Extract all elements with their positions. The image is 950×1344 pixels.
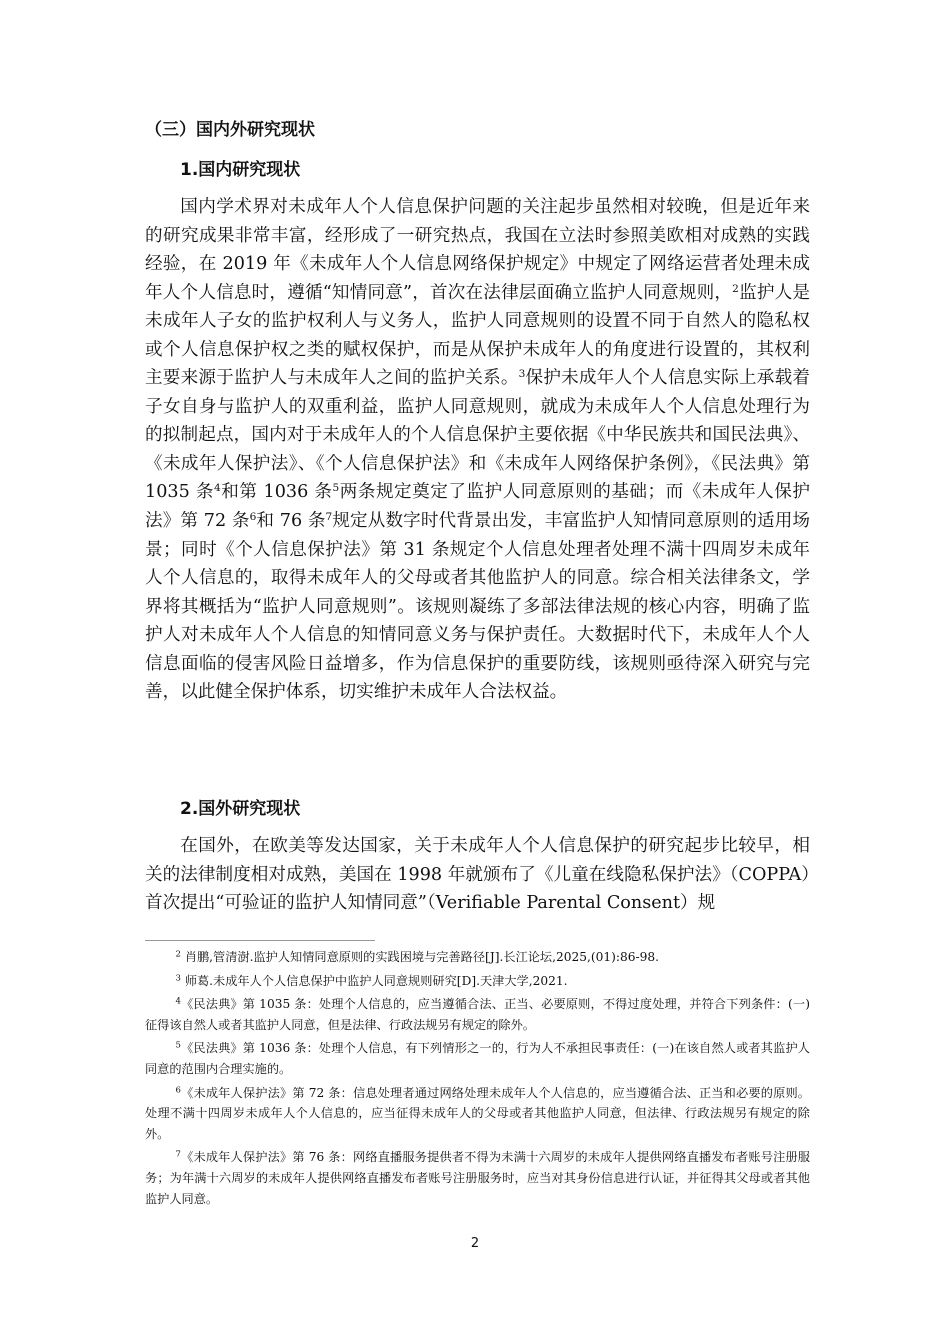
foreign-research-body <box>145 832 810 918</box>
section-heading: （三）国内外研究现状 <box>145 120 315 140</box>
footnote: $^2$ 肖鹏,管清澍.监护人知情同意原则的实践困境与完善路径[J].长江论坛,2025,(01):86-98. <box>175 949 659 964</box>
subheading-domestic: 1.国内研究现状 <box>180 160 301 180</box>
footnote-ref: 6 <box>249 511 257 524</box>
footnote: $^5$《民法典》第 1036 条：处理个人信息，有下列情形之一的，行为人不承担民事责任：(一)在该自然人或者其监护人同意的范围内合理实施的。 <box>145 1040 810 1076</box>
footnote: $^6$《未成年人保护法》第 72 条：信息处理者通过网络处理未成年人个人信息的，应当遵循合法、正当和必要的原则。处理不满十四周岁未成年人个人信息的，应当征得未成年人的父母或者其他监护人同意，但法律、行政法规另有规定的除外。 <box>145 1084 810 1141</box>
paragraph-domestic: 国内学术界对未成年人个人信息保护问题的关注起步虽然相对较晚，但是近年来的研究成果非常丰富，经形成了一研究热点，我国在立法时参照美欧相对成熟的实践经验，在 2019 年《未成年人个人信息网络保护规定》中规定了网络运营者处理未成年人个人信息时，遵循“知情同意”，首次在法律层面确立监护人同意规则，$^2$监护人是未成年人子女的监护权利人与义务人，监护人同意规则的设置不同于自然人的隐私权或个人信息保护权之类的赋权保护，而是从保护未成年人的角度进行设置的，其权利主要来源于监护人与未成年人之间的监护关系。$^3$保护未成年人个人信息实际上承载着子女自身与监护人的双重利益，监护人同意规则，就成为未成年人个人信息处理行为的拟制起点，国内对于未成年人的个人信息保护主要依据《中华民族共和国民法典》、《未成年人保护法》、《个人信息保护法》和《未成年人网络保护条例》，《民法典》第 1035 条$^4$和第 1036 条$^5$两条规定奠定了监护人同意原则的基础；而《未成年人保护法》第 72 条$^6$和 76 条$^7$规定从数字时代背景出发，丰富监护人知情同意原则的适用场景；同时《个人信息保护法》第 31 条规定个人信息处理者处理不满十四周岁未成年人个人信息的，取得未成年人的父母或者其他监护人的同意。综合相关法律条文，学界将其概括为“监护人同意规则”。该规则凝练了多部法律法规的核心内容，明确了监护人对未成年人个人信息的知情同意义务与保护责任。大数据时代下，未成年人个人信息面临的侵害风险日益增多，作为信息保护的重要防线，该规则亟待深入研究与完善，以此健全保护体系，切实维护未成年人合法权益。 <box>145 197 810 703</box>
footnote-ref: 3 <box>518 368 526 381</box>
footnote-separator <box>145 940 375 941</box>
footnote-ref: 7 <box>325 511 333 524</box>
footnote: $^3$ 师葛.未成年人个人信息保护中监护人同意规则研究[D].天津大学,2021. <box>175 972 568 988</box>
footnote: $^4$《民法典》第 1035 条：处理个人信息的，应当遵循合法、正当、必要原则，不得过度处理，并符合下列条件：(一)征得该自然人或者其监护人同意，但是法律、行政法规另有规定的除外。 <box>145 996 810 1032</box>
subheading-foreign: 2.国外研究现状 <box>180 799 301 819</box>
page-number: 2 <box>470 1236 480 1251</box>
footnote-ref: 4 <box>213 482 221 495</box>
footnote-ref: 2 <box>732 282 739 295</box>
footnote-ref: 5 <box>332 482 340 495</box>
domestic-research-body <box>145 193 810 707</box>
footnotes <box>145 947 810 1212</box>
footnote: $^7$《未成年人保护法》第 76 条：网络直播服务提供者不得为未满十六周岁的未成年人提供网络直播发布者账号注册服务；为年满十六周岁的未成年人提供网络直播发布者账号注册服务时，应当对其身份信息进行认证，并征得其父母或者其他监护人同意。 <box>145 1149 810 1206</box>
paragraph-foreign: 在国外，在欧美等发达国家，关于未成年人个人信息保护的研究起步比较早，相关的法律制度相对成熟，美国在 1998 年就颁布了《儿童在线隐私保护法》（COPPA）首次提出“可验证的监护人知情同意”（Verifiable Parental Consent）规 <box>145 836 810 914</box>
